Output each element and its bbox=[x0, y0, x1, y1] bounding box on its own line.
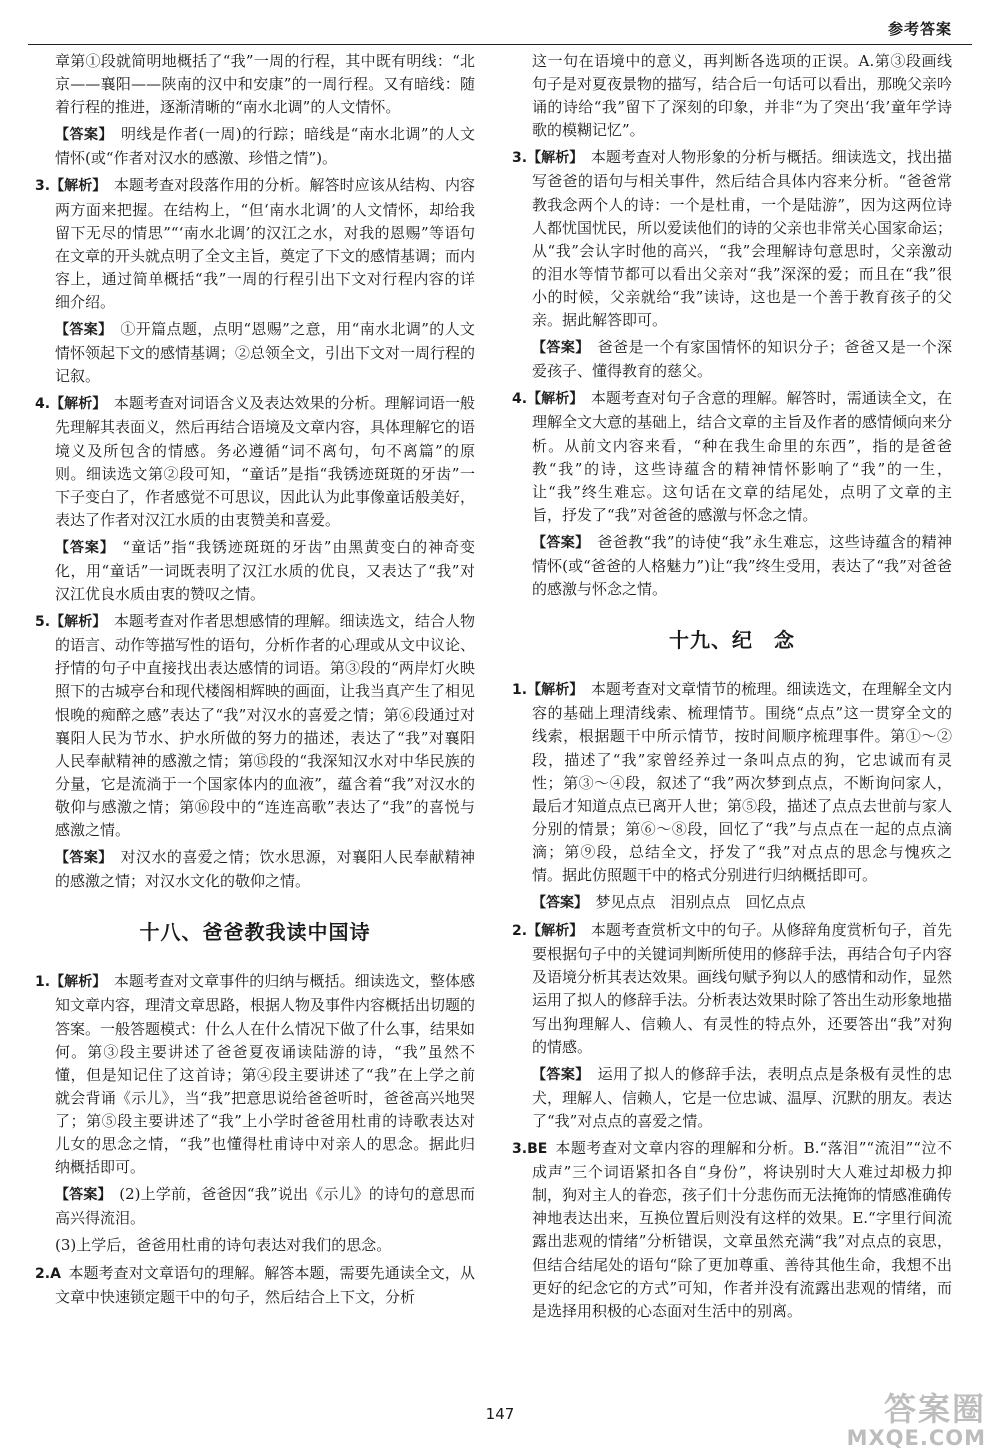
question-item bbox=[512, 678, 952, 887]
answer-block bbox=[35, 1183, 475, 1230]
answer-block bbox=[512, 1063, 952, 1133]
body-text: 本题考查对词语含义及表达效果的分析。理解词语一般先理解其表面义，然后再结合语境及文章内容，具体理解它的语境义及所包含的情感。务必遵循“词不离句，句不离篇”的原则。细读选文第②段可知，“童话”是指“我锈迹斑斑的牙齿”一下子变白了，作者感觉不可思议，因此认为此事像童话般美好，表达了作者对汉江水质的由衷赞美和喜爱。 bbox=[55, 394, 476, 529]
body-text: 本题考查对文章语句的理解。解答本题，需要先通读全文，从文章中快速锁定题干中的句子，然后结合上下文，分析 bbox=[55, 1263, 475, 1306]
question-item bbox=[512, 919, 952, 1059]
body-text: “童话”指“我锈迹斑斑的牙齿”由黑黄变白的神奇变化，用“童话”一词既表明了汉江水质的优良，又表达了“我”对汉江优良水质由衷的赞叹之情。 bbox=[55, 537, 475, 604]
question-number: 3. bbox=[35, 178, 51, 195]
question-number: 1. bbox=[512, 682, 528, 699]
body-text: 本题考查对段落作用的分析。解答时应该从结构、内容两方面来把握。在结构上，“但‘南水北调’的人文情怀，却给我留下无尽的情思”“‘南水北调’的汉江之水，对我的恩赐”等语句在文章的开头就点明了全文主旨，奠定了下文的感情基调；而内容上，通过简单概括“我”一周的行程引出下文对行程内容的详细介绍。 bbox=[55, 176, 476, 311]
body-text: 明线是作者(一周)的行踪；暗线是“南水北调”的人文情怀(或“作者对汉水的感激、珍惜之情”)。 bbox=[55, 125, 476, 168]
question-number: 4. bbox=[512, 391, 528, 408]
section-tag: 【解析】 bbox=[50, 614, 107, 631]
answer-block bbox=[512, 891, 952, 915]
answer-block bbox=[35, 123, 475, 170]
section-tag: 【解析】 bbox=[50, 974, 107, 991]
left-column bbox=[35, 50, 475, 1313]
section-tag: 【解析】 bbox=[50, 396, 107, 413]
body-text: 对汉水的喜爱之情；饮水思源，对襄阳人民奉献精神的感激之情；对汉水文化的敬仰之情。 bbox=[55, 848, 475, 891]
section-tag: 【答案】 bbox=[532, 340, 590, 357]
body-text: 爸爸教“我”的诗使“我”永生难忘，这些诗蕴含的精神情怀(或“爸爸的人格魅力”)让“我”终生受用，表达了“我”对爸爸的感激与怀念之情。 bbox=[532, 532, 952, 599]
question-number: 5. bbox=[35, 614, 51, 631]
section-tag: 【解析】 bbox=[527, 923, 584, 940]
question-item bbox=[35, 610, 475, 842]
body-text: 本题考查对文章内容的理解和分析。B.“落泪”“流泪”“泣不成声”三个词语紧扣各自“身份”，将诀别时大人难过却极力抑制，狗对主人的眷恋，孩子们十分悲伤而无法掩饰的情感准确传神地表达出来，互换位置后则没有这样的效果。E.“字里行间流露出悲观的情绪”分析错误，文章虽然充满“我”对点点的哀思，但结合结尾处的语句“除了更加尊重、善待其他生命，我想不出更好的纪念它的方式”可知，作者并没有流露出悲观的情绪，而是选择用积极的心态面对生活中的别离。 bbox=[532, 1139, 953, 1320]
body-text: (3)上学后，爸爸用杜甫的诗句表达对我们的思念。 bbox=[55, 1236, 392, 1255]
body-text: ①开篇点题，点明“恩赐”之意，用“南水北调”的人文情怀领起下文的感情基调；②总领全文，引出下文对一周行程的记叙。 bbox=[55, 320, 476, 386]
section-tag: 【答案】 bbox=[55, 850, 113, 867]
question-item bbox=[35, 174, 475, 314]
section-tag: 【答案】 bbox=[532, 1066, 590, 1083]
body-text: 这一句在语境中的意义，再判断各选项的正误。A.第③段画线句子是对夏夜景物的描写，结合后一句话可以看出，那晚父亲吟诵的诗给“我”留下了深刻的印象，并非“为了突出‘我’童年学诗歌的模糊记忆”。 bbox=[532, 52, 953, 140]
right-column bbox=[512, 50, 952, 1327]
section-tag: 【解析】 bbox=[50, 178, 107, 195]
text-paragraph bbox=[512, 50, 952, 142]
section-tag: 【解析】 bbox=[527, 391, 584, 408]
body-text: (2)上学前，爸爸因“我”说出《示儿》的诗句的意思而高兴得流泪。 bbox=[55, 1185, 476, 1228]
question-item bbox=[35, 1262, 475, 1309]
question-number: 2. bbox=[35, 1265, 51, 1282]
answer-block bbox=[512, 531, 952, 601]
question-number: 1. bbox=[35, 974, 51, 991]
section-tag: 【答案】 bbox=[55, 322, 113, 339]
section-title: 十九、纪 念 bbox=[669, 628, 795, 653]
body-text: 本题考查对文章事件的归纳与概括。细读选文，整体感知文章内容，理清文章思路，根据人物及事件内容概括出切题的答案。一般答题模式：什么人在什么情况下做了什么事，结果如何。第③段主要讲述了爸爸夏夜诵读陆游的诗，“我”虽然不懂，但是知记住了这首诗；第④段主要讲述了“我”在上学之前就会背诵《示儿》，当“我”把意思说给爸爸听时，爸爸高兴地哭了；第⑤段主要讲述了“我”上小学时爸爸用杜甫的诗歌表达对儿女的思念之情，“我”也懂得杜甫诗中对亲人的思念。据此归纳概括即可。 bbox=[55, 972, 476, 1177]
body-text: 章第①段就简明地概括了“我”一周的行程，其中既有明线：“北京——襄阳——陕南的汉中和安康”的一周行程。又有暗线：随着行程的推进，逐渐清晰的“南水北调”的人文情怀。 bbox=[55, 52, 475, 117]
question-number: 3. bbox=[512, 1141, 528, 1158]
section-tag: A bbox=[50, 1265, 61, 1282]
section-tag: 【答案】 bbox=[532, 895, 588, 912]
answer-block bbox=[35, 536, 475, 606]
watermark-logo bbox=[822, 1384, 992, 1452]
body-text: 本题考查对文章情节的梳理。细读选文，在理解全文内容的基础上理清线索、梳理情节。围绕“点点”这一贯穿全文的线索，根据题干中所示情节，按时间顺序梳理事件。第①～②段，描述了“我”家曾经养过一条叫点点的狗，它忠诚而有灵性；第③～④段，叙述了“我”两次梦到点点，不断询问家人，最后才知道点点已离开人世；第⑤段，描述了点点去世前与家人分别的情景；第⑥～⑧段，回忆了“我”与点点在一起的点点滴滴；第⑨段，总结全文，抒发了“我”对点点的思念与愧疚之情。据此仿照题干中的格式分别进行归纳概括即可。 bbox=[532, 680, 953, 884]
header-label: 参考答案 bbox=[887, 20, 952, 38]
section-tag: 【解析】 bbox=[527, 682, 584, 699]
body-text: 本题考查对句子含意的理解。解答时，需通读全文，在理解全文大意的基础上，结合文章的主旨及作者的感情倾向来分析。从前文内容来看，“种在我生命里的东西”，指的是爸爸教“我”的诗，这些诗蕴含的精神情怀影响了“我”的一生，让“我”终生难忘。这句话在文章的结尾处，点明了文章的主旨，抒发了“我”对爸爸的感激与怀念之情。 bbox=[532, 389, 953, 524]
question-number: 4. bbox=[35, 396, 51, 413]
text-paragraph bbox=[35, 50, 475, 119]
answer-block bbox=[35, 318, 475, 388]
section-tag: 【答案】 bbox=[55, 539, 115, 556]
section-title: 十八、爸爸教我读中国诗 bbox=[139, 920, 371, 945]
question-item bbox=[512, 1137, 952, 1323]
text-paragraph bbox=[35, 1234, 475, 1257]
section-tag: 【解析】 bbox=[527, 150, 584, 167]
section-tag: 【答案】 bbox=[55, 127, 113, 144]
watermark-line1: 答案圈 bbox=[883, 1390, 986, 1428]
body-text: 本题考查对作者思想感情的理解。细读选文，结合人物的语言、动作等描写性的语句，分析作者的心理或从文中议论、抒情的句子中直接找出表达感情的词语。第③段的“两岸灯火映照下的古城亭台和现代楼阁相辉映的画面，让我当真产生了相见恨晚的痴醉之感”表达了“我”对汉水的喜爱之情；第⑥段通过对襄阳人民为节水、护水所做的努力的描述，表达了“我”对襄阳人民奉献精神的感激之情；第⑮段的“我深知汉水对中华民族的分量，它是流淌于一个国家体内的血液”，蕴含着“我”对汉水的敬仰与感激之情；第⑯段中的“连连高歌”表达了“我”的喜悦与感激之情。 bbox=[55, 612, 476, 839]
section-tag: 【答案】 bbox=[532, 534, 590, 551]
question-item bbox=[35, 970, 475, 1179]
header-rule bbox=[28, 44, 972, 45]
question-item bbox=[35, 392, 475, 532]
body-text: 本题考查对人物形象的分析与概括。细读选文，找出描写爸爸的语句与相关事件，然后结合具体内容来分析。“爸爸常教我念两个人的诗：一个是杜甫，一个是陆游”，因为这两位诗人都忧国忧民，所以爱读他们的诗的父亲也非常关心国家命运；从“我”会认字时他的高兴，“我”会理解诗句意思时，父亲激动的泪水等情节都可以看出父亲对“我”深深的爱；而且在“我”很小的时候，父亲就给“我”读诗，这也是一个善于教育孩子的父亲。据此解答即可。 bbox=[532, 148, 953, 330]
body-text: 运用了拟人的修辞手法，表明点点是条极有灵性的忠犬，理解人、信赖人，它是一位忠诚、温厚、沉默的朋友。表达了“我”对点点的喜爱之情。 bbox=[532, 1064, 953, 1130]
answer-block bbox=[512, 336, 952, 383]
question-number: 2. bbox=[512, 923, 528, 940]
body-text: 本题考查赏析文中的句子。从修辞角度赏析句子，首先要根据句子中的关键词判断所使用的修辞手法，再结合句子内容及语境分析其表达效果。画线句赋予狗以人的感情和动作，显然运用了拟人的修辞手法。分析表达效果时除了答出生动形象地描写出狗理解人、信赖人、有灵性的特点外，还要答出“我”对狗的情感。 bbox=[532, 921, 953, 1056]
section-tag: BE bbox=[527, 1141, 548, 1158]
answer-block bbox=[35, 846, 475, 893]
body-text: 梦见点点 泪别点点 回忆点点 bbox=[595, 893, 806, 912]
section-tag: 【答案】 bbox=[55, 1187, 112, 1204]
question-item bbox=[512, 387, 952, 527]
question-item bbox=[512, 146, 952, 332]
body-text: 爸爸是一个有家国情怀的知识分子；爸爸又是一个深爱孩子、懂得教育的慈父。 bbox=[532, 338, 952, 381]
page-number: 147 bbox=[485, 1405, 515, 1423]
question-number: 3. bbox=[512, 150, 528, 167]
watermark-line2: MXQE.COM bbox=[846, 1426, 986, 1450]
